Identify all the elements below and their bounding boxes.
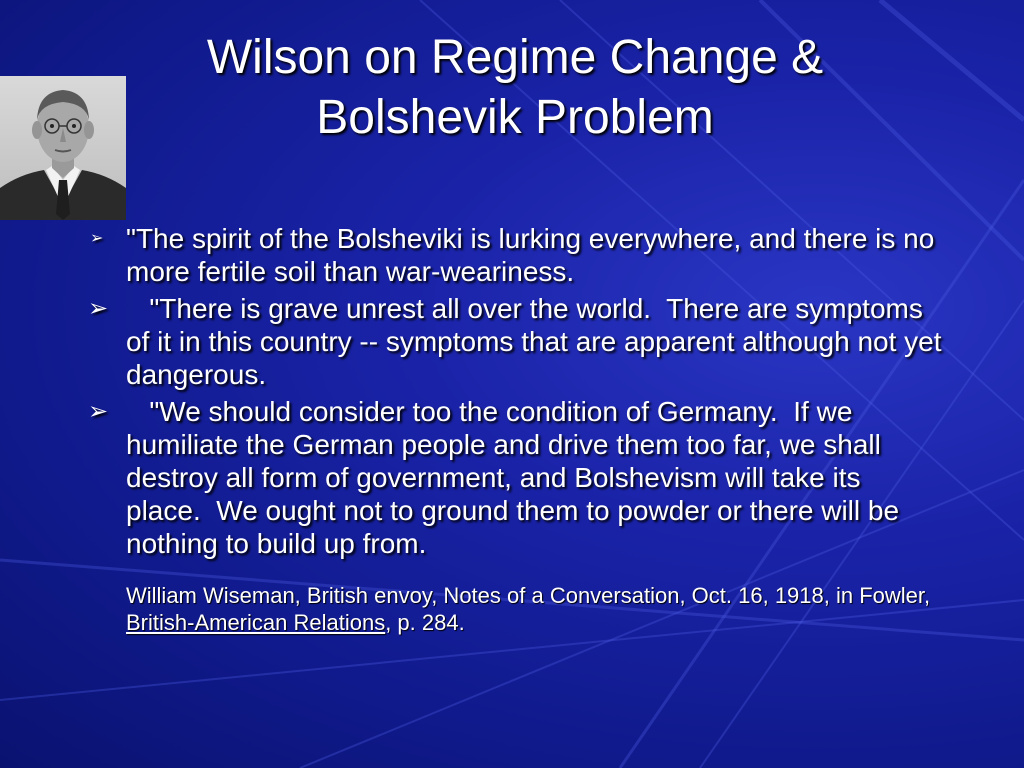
woodrow-wilson-portrait [0,76,126,220]
citation-prefix: William Wiseman, British envoy, Notes of a Conversation, Oct. 16, 1918, in Fowler, [126,583,931,608]
bullet-text: "The spirit of the Bolsheviki is lurking everywhere, and there is no more fertile soil than war-weariness. [126,223,935,287]
bullet-list [86,222,946,636]
bullet-text: "There is grave unrest all over the world. There are symptoms of it in this country -- symptoms that are apparent although not yet dangerous. [126,293,942,390]
arrow-bullet-icon: ➢ [90,230,104,247]
bullet-text: "We should consider too the condition of Germany. If we humiliate the German people and drive them too far, we shall destroy all form of government, and Bolshevism will take its place. We ought not to ground them to powder or there will be nothing to build up from. [126,396,900,559]
arrow-bullet-icon: ➢ [88,398,109,425]
citation [126,582,946,636]
citation-suffix: , p. 284. [385,610,465,635]
citation-book-title: British-American Relations [126,610,386,635]
bullet-item [86,222,946,288]
bullet-item [86,292,946,391]
bullet-item [86,395,946,560]
slide-title: Wilson on Regime Change & Bolshevik Problem [206,31,824,144]
arrow-bullet-icon: ➢ [88,295,109,322]
